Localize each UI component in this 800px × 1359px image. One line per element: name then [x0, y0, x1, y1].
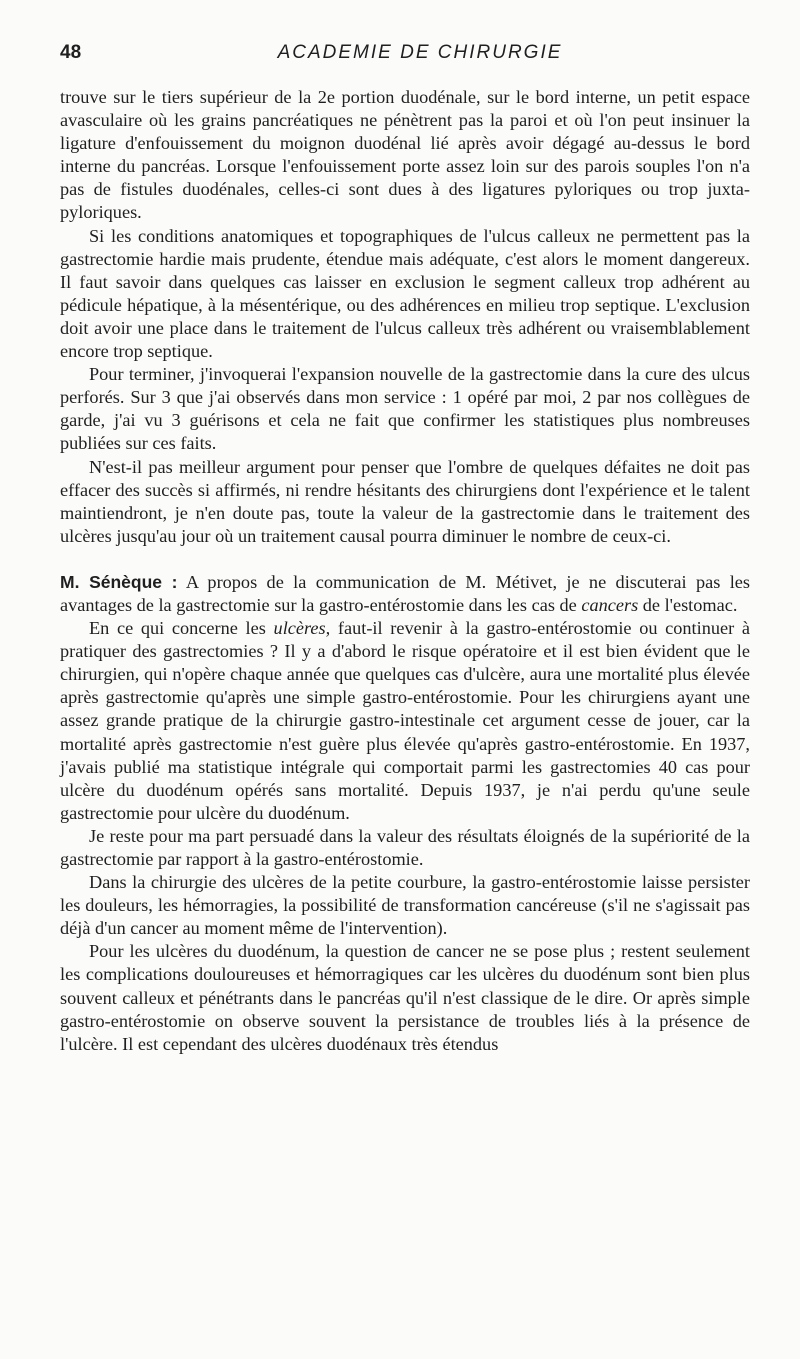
- page-header: [60, 40, 780, 70]
- seneque-paragraph-2: [60, 617, 750, 825]
- seneque-paragraph-4: Dans la chirurgie des ulcères de la petite courbure, la gastro-entérostomie laisse persister les douleurs, les hémorragies, la possibilité de transformation cancéreuse (s'il ne s'agissait pas déjà d'un cancer au moment même de l'intervention).: [60, 872, 750, 939]
- text-span: En ce qui concerne les: [89, 618, 274, 639]
- page-number: 48: [60, 42, 82, 63]
- seneque-paragraph-1: [60, 571, 750, 617]
- seneque-paragraph-5: Pour les ulcères du duodénum, la question de cancer ne se pose plus ; restent seulement les complications douloureuses et hémorragiques car les ulcères du duodénum sont bien plus souvent calleux et pénétrants dans le pancréas qu'il n'est classique de le dire. Or après simple gastro-entérostomie on observe souvent la persistance de troubles liés à la présence de l'ulcère. Il est cependant des ulcères duodénaux très étendus: [60, 941, 750, 1054]
- paragraph: Si les conditions anatomiques et topographiques de l'ulcus calleux ne permettent pas la gastrectomie hardie mais prudente, étendue mais adéquate, c'est alors le moment dangereux. Il faut savoir dans quelques cas laisser en exclusion le segment calleux trop adhérent au pédicule hépatique, à la mésentérique, ou des adhérences en milieu trop septique. L'exclusion doit avoir une place dans le traitement de l'ulcus calleux très adhérent ou vraisemblablement encore trop septique.: [60, 225, 750, 362]
- running-title: ACADEMIE DE CHIRURGIE: [277, 42, 563, 63]
- text-span: de l'estomac.: [638, 594, 738, 615]
- speaker-name: M. Sénèque :: [60, 571, 178, 592]
- paragraph: trouve sur le tiers supérieur de la 2e portion duodénale, sur le bord interne, un petit espace avasculaire où les grains pancréatiques ne pénètrent pas la paroi et où l'on peut insinuer la ligature d'enfouissement du moignon duodénal lié après avoir dégagé au-dessus le bord interne du pancréas. Lorsque l'enfouissement porte assez loin sur des parois souples l'on n'a pas de fistules duodénales, celles-ci sont dues à des ligatures pyloriques ou trop juxta-pyloriques.: [60, 87, 750, 223]
- paragraph: Pour terminer, j'invoquerai l'expansion nouvelle de la gastrectomie dans la cure des ulcus perforés. Sur 3 que j'ai observés dans mon service : 1 opéré par moi, 2 par nos collègues de garde, j'ai vu 3 guérisons et cela ne fait que confirmer les statistiques plus nombreuses publiées sur ces faits.: [60, 364, 750, 454]
- paragraph: N'est-il pas meilleur argument pour penser que l'ombre de quelques défaites ne doit pas effacer des succès si affirmés, ni rendre hésitants des chirurgiens dont l'expérience et le talent maintiendront, je n'en doute pas, toute la valeur de la gastrectomie dans le traitement des ulcères jusqu'au jour où un traitement causal pourra diminuer le nombre de ceux-ci.: [60, 456, 750, 546]
- emphasis: cancers: [581, 594, 639, 615]
- text-span: A propos de la communication de M. Métivet, je ne discuterai pas les avantages de la gastrectomie sur la gastro-entérostomie dans les cas de: [60, 571, 751, 615]
- text-span: faut-il revenir à la gastro-entérostomie ou continuer à pratiquer des gastrectomies ? Il y a d'abord le risque opératoire et il est bien évident que le chirurgien, qui n'opère chaque année que quelques cas d'ulcère, aura une mortalité plus élevée après gastrectomie qu'après une simple gastro-entérostomie. Pour les chirurgiens ayant une assez grande pratique de la chirurgie gastro-intestinale cet argument cesse de jouer, car la mortalité après gastrectomie n'est guère plus élevée qu'après gastro-entérostomie. En 1937, j'avais publié ma statistique intégrale qui comportait parmi les gastrectomies 40 cas pour ulcère du duodénum opérés sans mortalité. Depuis 1937, je n'ai perdu qu'une seule gastrectomie pour ulcère du duodénum.: [60, 618, 750, 823]
- body-text: [60, 86, 750, 1056]
- seneque-paragraph-3: Je reste pour ma part persuadé dans la valeur des résultats éloignés de la supériorité de la gastrectomie par rapport à la gastro-entérostomie.: [60, 825, 750, 869]
- emphasis: ulcères,: [273, 618, 331, 639]
